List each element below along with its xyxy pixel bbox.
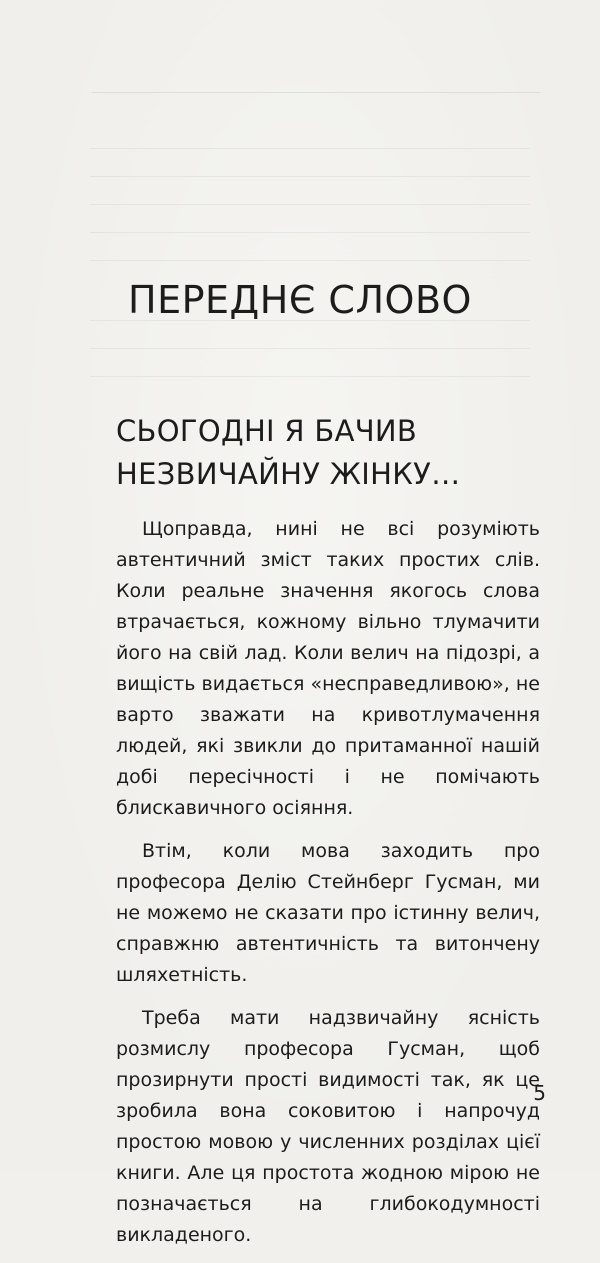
show-through-line — [90, 176, 530, 177]
show-through-line — [90, 260, 530, 261]
paragraph: Треба мати надзвичайну ясність розмислу професора Гусман, щоб прозирнути прості видимості так, як це зробила вона соковитою і напрочуд простою мовою у численних розділах цієї книги. Але ця простота жодною мірою не позначається на глибокодумності викладеного. — [116, 1007, 540, 1246]
subtitle-line: СЬОГОДНІ Я БАЧИВ — [116, 414, 418, 448]
chapter-title: ПЕРЕДНЄ СЛОВО — [128, 278, 472, 322]
show-through-rule — [92, 92, 540, 93]
show-through-line — [90, 204, 530, 205]
show-through-line — [90, 232, 530, 233]
body-text — [116, 514, 540, 1263]
paragraph: Щоправда, нині не всі розуміють автентичний зміст таких простих слів. Коли реальне значення якогось слова втрачається, кожному вільно тлумачити його на свій лад. Коли велич на підозрі, а вищість видається «несправедливою», не варто зважати на кривотлумачення людей, які звикли до притаманної нашій добі пересічності і не помічають блискавичного осіяння. — [116, 518, 540, 819]
paragraph: Втім, коли мова заходить про професора Делію Стейнберг Гусман, ми не можемо не сказати про істинну велич, справжню автентичність та витончену шляхетність. — [116, 840, 540, 986]
page-number: 5 — [533, 1081, 546, 1105]
show-through-line — [90, 148, 530, 149]
show-through-line — [90, 348, 530, 349]
show-through-line — [90, 376, 530, 377]
chapter-subtitle — [116, 410, 546, 496]
subtitle-line: НЕЗВИЧАЙНУ ЖІНКУ… — [116, 457, 461, 491]
